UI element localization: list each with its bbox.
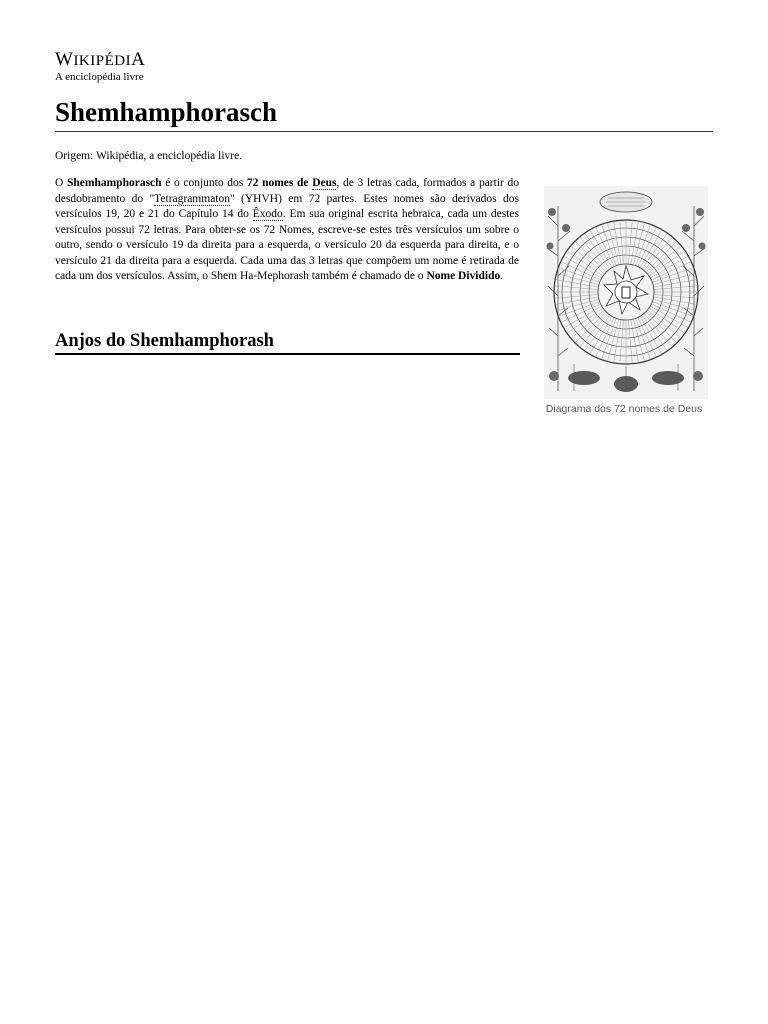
link-deus[interactable]: Deus — [312, 177, 337, 189]
wikipedia-logo[interactable] — [55, 50, 145, 84]
text-run: é o conjunto dos — [161, 177, 247, 189]
bold-term: Shemhamphorasch — [66, 177, 162, 189]
section-heading: Anjos do Shemhamphorash — [55, 331, 274, 351]
logo-wordmark: WIKIPÉDIA — [55, 49, 146, 70]
bold-term-72-nomes: 72 nomes de Deus — [246, 177, 337, 189]
text-run: . Em sua original escrita hebraica, cada um destes versículos possui 72 letras. Para obter-se os 72 Nomes, escreve-se estes três versículos um sobre o outro, sendo o versículo 19 da direita para a esquerda, o versículo 20 da esquerda para direita, e o versículo 21 da direita para a esquerda. Cada uma das 3 letras que compõem um nome é retirada de cada um dos versículos. Assim, o Shem Ha-Mephorash também é chamado de o — [55, 208, 520, 282]
origin-note: Origem: Wikipédia, a enciclopédia livre. — [55, 150, 243, 162]
intro-paragraph — [55, 176, 519, 285]
link-exodo[interactable]: Êxodo — [252, 208, 283, 220]
title-divider — [55, 131, 713, 132]
text-run: , de 3 letras cada, formados a partir do desdobramento do " — [55, 177, 520, 205]
circular-diagram-engraving-icon — [544, 186, 708, 399]
page-title: Shemhamphorasch — [55, 97, 278, 127]
image-caption: Diagrama dos 72 nomes de Deus — [545, 403, 703, 415]
text-run: O — [55, 177, 67, 189]
link-tetragrammaton[interactable]: Tetragrammaton — [154, 192, 230, 205]
section-divider — [55, 353, 520, 355]
bold-term-nome-dividido: Nome Dividido — [426, 270, 501, 282]
logo-tagline: A enciclopédia livre — [55, 71, 144, 83]
text-run: " (YHVH) em 72 partes. Estes nomes são derivados dos versículos 19, 20 e 21 do Capítulo 14 do — [55, 192, 519, 220]
diagram-image[interactable] — [544, 186, 708, 399]
text-run: . — [500, 270, 504, 282]
